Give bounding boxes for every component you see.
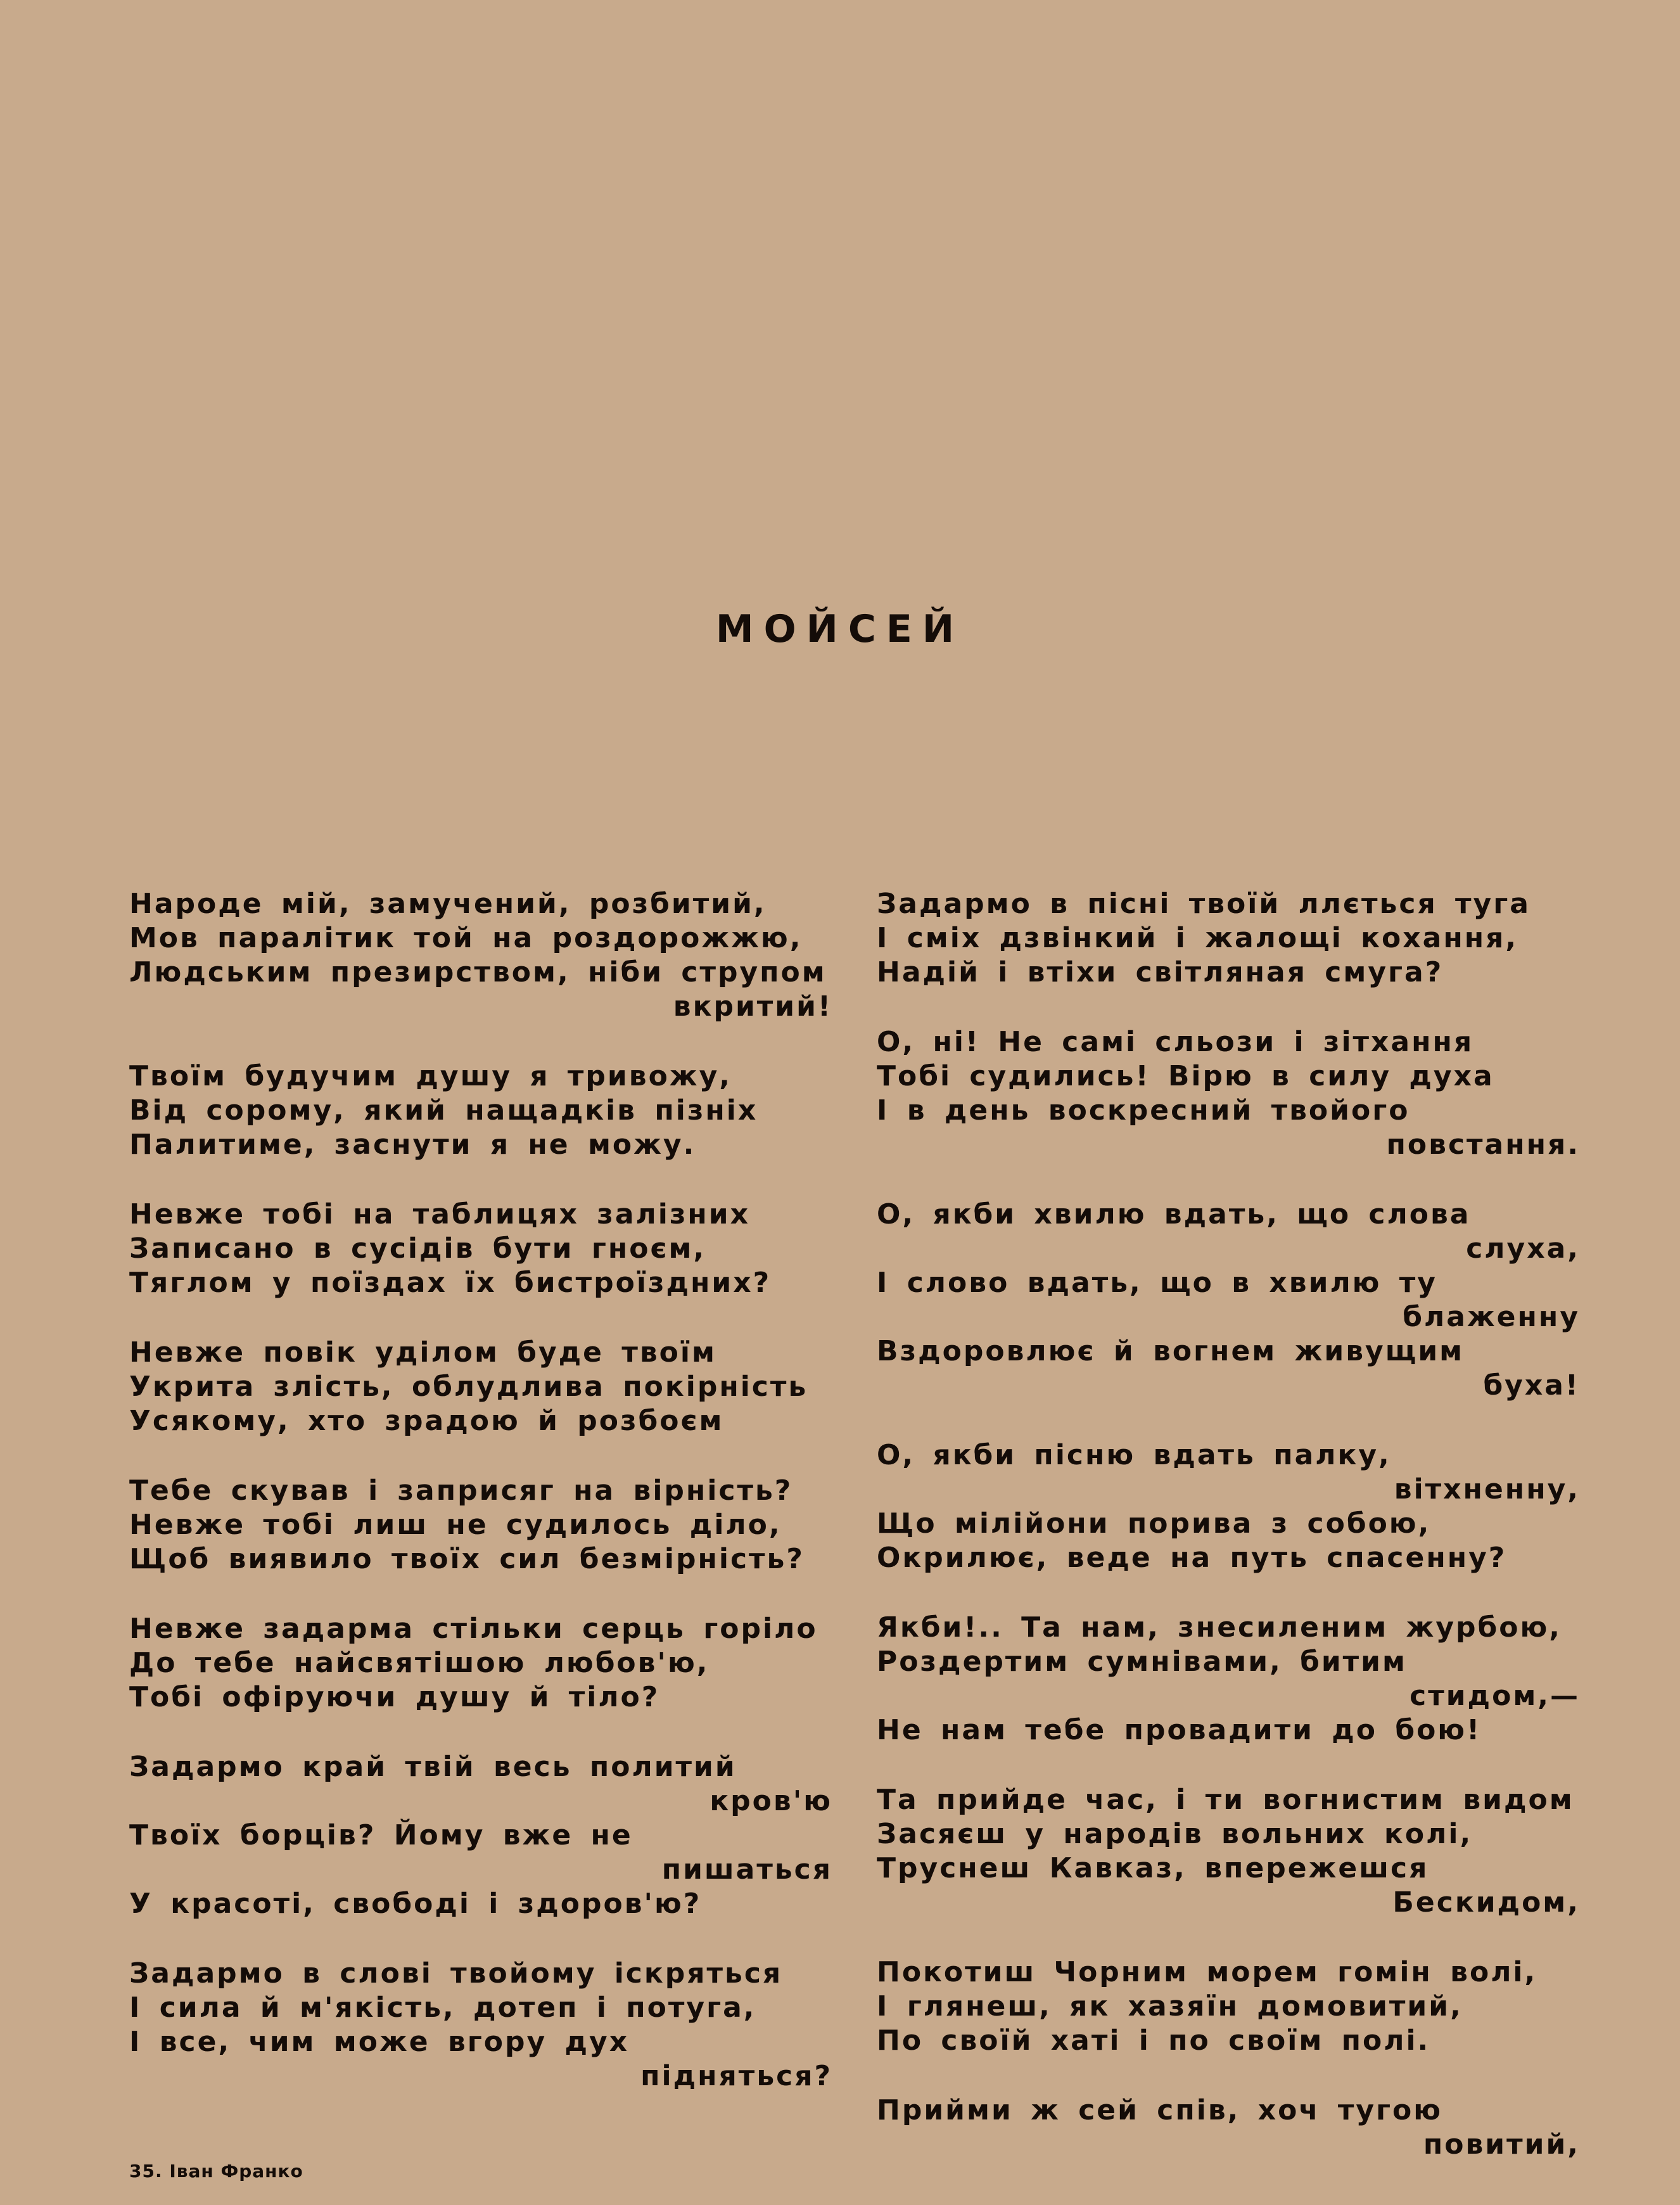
poem-line: стидом,—: [1410, 1680, 1580, 1712]
stanza: [129, 1059, 832, 1162]
poem-line: Задармо край твій весь политий: [129, 1751, 737, 1783]
poem-line: повитий,: [1423, 2128, 1580, 2161]
stanza: [877, 1955, 1580, 2058]
poem-line: блаженну: [1403, 1301, 1580, 1333]
stanza: [877, 887, 1580, 990]
stanza: [129, 1336, 832, 1438]
poem-line: Невже задарма стільки серць горіло: [129, 1613, 818, 1645]
poem-line: вкритий!: [673, 990, 832, 1023]
stanza: [877, 1783, 1580, 1920]
poem-line: Окрилює, веде на путь спасенну?: [877, 1542, 1507, 1574]
stanza: [877, 1611, 1580, 1748]
stanza: [877, 1198, 1580, 1403]
poem-line: Палитиме, заснути я не можу.: [129, 1128, 696, 1161]
poem-line: Людським презирством, ніби струпом: [129, 956, 827, 988]
poem-line: Народе мій, замучений, розбитий,: [129, 888, 767, 920]
poem-line: О, ні! Не самі сльози і зітхання: [877, 1026, 1474, 1058]
poem-line: Від сорому, який нащадків пізніх: [129, 1094, 758, 1127]
stanza: [129, 1957, 832, 2093]
poem-line: Не нам тебе провадити до бою!: [877, 1714, 1482, 1746]
poem-line: Мов паралітик той на роздорожжю,: [129, 922, 803, 954]
poem-line: По своїй хаті і по своїм полі.: [877, 2024, 1430, 2057]
stanza: [877, 1438, 1580, 1575]
poem-line: Роздертим сумнівами, битим: [877, 1646, 1407, 1678]
poem-line: І в день воскресний твойого: [877, 1094, 1410, 1127]
poem-line: І сміх дзвінкий і жалощі кохання,: [877, 922, 1518, 954]
right-column: [877, 887, 1580, 2197]
poem-line: Задармо в слові твойому іскряться: [129, 1957, 783, 1990]
poem-line: Бескидом,: [1392, 1886, 1580, 1919]
poem-line: повстання.: [1386, 1128, 1580, 1161]
poem-line: Та прийде час, і ти вогнистим видом: [877, 1784, 1574, 1816]
poem-line: Покотиш Чорним морем гомін волі,: [877, 1956, 1537, 1988]
poem-line: Невже тобі на таблицях залізних: [129, 1198, 750, 1230]
poem-line: О, якби пісню вдать палку,: [877, 1439, 1391, 1471]
stanza: [129, 1612, 832, 1715]
poem-line: Вздоровлює й вогнем живущим: [877, 1335, 1465, 1367]
poem-line: Укрита злість, облудлива покірність: [129, 1371, 808, 1403]
poem-line: підняться?: [640, 2060, 832, 2092]
poem-line: О, якби хвилю вдать, що слова: [877, 1198, 1471, 1230]
poem-line: Надій і втіхи світляная смуга?: [877, 956, 1444, 988]
poem-line: пишаться: [661, 1853, 832, 1886]
poem-line: Якби!.. Та нам, знесиленим журбою,: [877, 1611, 1562, 1644]
poem-line: буха!: [1483, 1369, 1580, 1402]
poem-line: Тяглом у поїздах їх бистроїздних?: [129, 1267, 772, 1299]
poem-line: Тебе скував і заприсяг на вірність?: [129, 1474, 793, 1507]
poem-line: Невже тобі лиш не судилось діло,: [129, 1509, 782, 1541]
poem-line: Тобі офіруючи душу й тіло?: [129, 1681, 660, 1713]
poem-line: І все, чим може вгору дух: [129, 2026, 630, 2058]
poem-line: кров'ю: [710, 1785, 832, 1817]
poem-line: Що мілійони порива з собою,: [877, 1507, 1431, 1540]
poem-line: Твоїм будучим душу я тривожу,: [129, 1060, 732, 1092]
poem-line: І глянеш, як хазяїн домовитий,: [877, 1990, 1463, 2023]
stanza: [129, 1198, 832, 1300]
poem-line: Невже повік уділом буде твоїм: [129, 1336, 716, 1369]
poem-line: У красоті, свободі і здоров'ю?: [129, 1888, 702, 1920]
poem-line: І сила й м'якість, дотеп і потуга,: [129, 1991, 756, 2024]
stanza: [877, 1025, 1580, 1162]
poem-line: слуха,: [1466, 1232, 1580, 1265]
poem-line: Щоб виявило твоїх сил безмірність?: [129, 1543, 805, 1575]
poem-line: Задармо в пісні твоїй ллється туга: [877, 888, 1530, 920]
poem-line: Прийми ж сей спів, хоч тугою: [877, 2094, 1443, 2126]
poem-line: вітхненну,: [1394, 1473, 1580, 1505]
poem-title: МОЙСЕЙ: [715, 607, 965, 651]
stanza: [129, 1474, 832, 1576]
poem-line: Засяєш у народів вольних колі,: [877, 1818, 1473, 1850]
poem-line: Труснеш Кавказ, впережешся: [877, 1852, 1429, 1884]
stanza: [129, 887, 832, 1024]
poem-line: Твоїх борців? Йому вже не: [129, 1819, 633, 1851]
poem-line: І слово вдать, що в хвилю ту: [877, 1267, 1437, 1299]
page-footer: 35. Іван Франко: [129, 2161, 303, 2182]
poem-line: Записано в сусідів бути гноєм,: [129, 1232, 706, 1265]
poem-line: Усякому, хто зрадою й розбоєм: [129, 1405, 724, 1437]
left-column: [129, 887, 832, 2129]
poem-line: До тебе найсвятішою любов'ю,: [129, 1647, 710, 1679]
stanza: [129, 1750, 832, 1921]
poem-line: Тобі судились! Вірю в силу духа: [877, 1060, 1494, 1092]
stanza: [877, 2093, 1580, 2162]
